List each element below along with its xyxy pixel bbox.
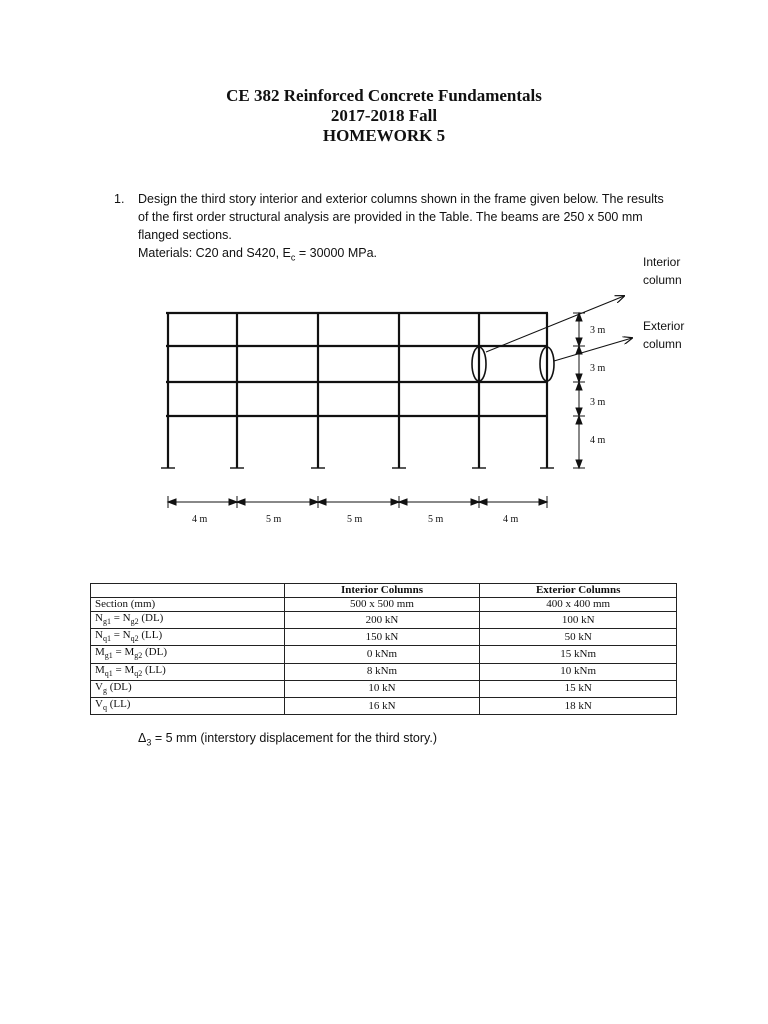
interior-callout-line2: column [643,273,682,287]
displacement-text: = 5 mm (interstory displacement for the third story.) [151,731,438,745]
term-title: 2017-2018 Fall [330,106,438,125]
table-row [91,612,677,629]
exterior-callout-line2: column [643,337,682,351]
row-label: $V_g$ (DL) [91,680,285,697]
exterior-value: 18 kN [480,697,677,714]
row-label: $N_{g1} = N_{g2}$ (DL) [91,612,285,629]
materials-suffix: = 30000 MPa. [295,246,378,260]
table-header-row [91,584,677,598]
span-length-label: 4 m [503,514,519,525]
exterior-value: 15 kN [480,680,677,697]
story-dimension-line [573,313,585,468]
exterior-value: 50 kN [480,629,677,646]
story-height-label: 3 m [590,397,606,408]
materials-sub: c [290,252,296,263]
table-row [91,697,677,714]
exterior-value: 100 kN [480,612,677,629]
span-length-label: 5 m [428,514,444,525]
row-label: $N_{q1} = N_{q2}$ (LL) [91,629,285,646]
story-height-label: 4 m [590,435,606,446]
row-label: Section (mm) [91,598,285,612]
span-length-label: 4 m [192,514,208,525]
title-block [0,86,768,146]
materials-prefix: Materials: C20 and S420, E [138,246,291,260]
interior-leader-arrow [486,296,624,352]
table-row [91,598,677,612]
frame-beams [166,313,548,416]
interior-value: 10 kN [284,680,480,697]
exterior-value: 10 kNm [480,663,677,680]
story-height-label: 3 m [590,363,606,374]
interior-value: 16 kN [284,697,480,714]
assignment-title: HOMEWORK 5 [322,126,446,145]
table-header-cell [91,584,285,598]
frame-diagram [0,250,768,535]
exterior-value: 15 kNm [480,646,677,663]
row-label: $V_q$ (LL) [91,697,285,714]
table-row [91,646,677,663]
table-header-cell: Interior Columns [284,584,480,598]
course-title: CE 382 Reinforced Concrete Fundamentals [226,86,542,105]
table-row [91,680,677,697]
delta-symbol: Δ [138,731,147,745]
span-length-label: 5 m [266,514,282,525]
interior-value: 200 kN [284,612,480,629]
displacement-note [138,731,437,748]
span-dimension-line [168,496,547,508]
exterior-callout-line1: Exterior [643,319,685,333]
question-number: 1. [114,192,125,206]
delta-sub: 3 [146,737,152,748]
column-forces-table [90,583,677,715]
interior-value: 0 kNm [284,646,480,663]
table-row [91,629,677,646]
interior-callout-line1: Interior [643,255,681,269]
story-height-label: 3 m [590,325,606,336]
span-length-label: 5 m [347,514,363,525]
row-label: $M_{q1} = M_{q2}$ (LL) [91,663,285,680]
interior-value: 500 x 500 mm [284,598,480,612]
interior-value: 8 kNm [284,663,480,680]
table-row [91,663,677,680]
exterior-value: 400 x 400 mm [480,598,677,612]
interior-value: 150 kN [284,629,480,646]
table-header-cell: Exterior Columns [480,584,677,598]
frame-columns [168,313,547,468]
exterior-leader-arrow [554,338,632,361]
question-text: Design the third story interior and exterior columns shown in the frame given below. The results of the first order structural analysis are provided in the Table. The beams are 250 x 500 mm flanged sections. [138,192,664,242]
row-label: $M_{g1} = M_{g2}$ (DL) [91,646,285,663]
